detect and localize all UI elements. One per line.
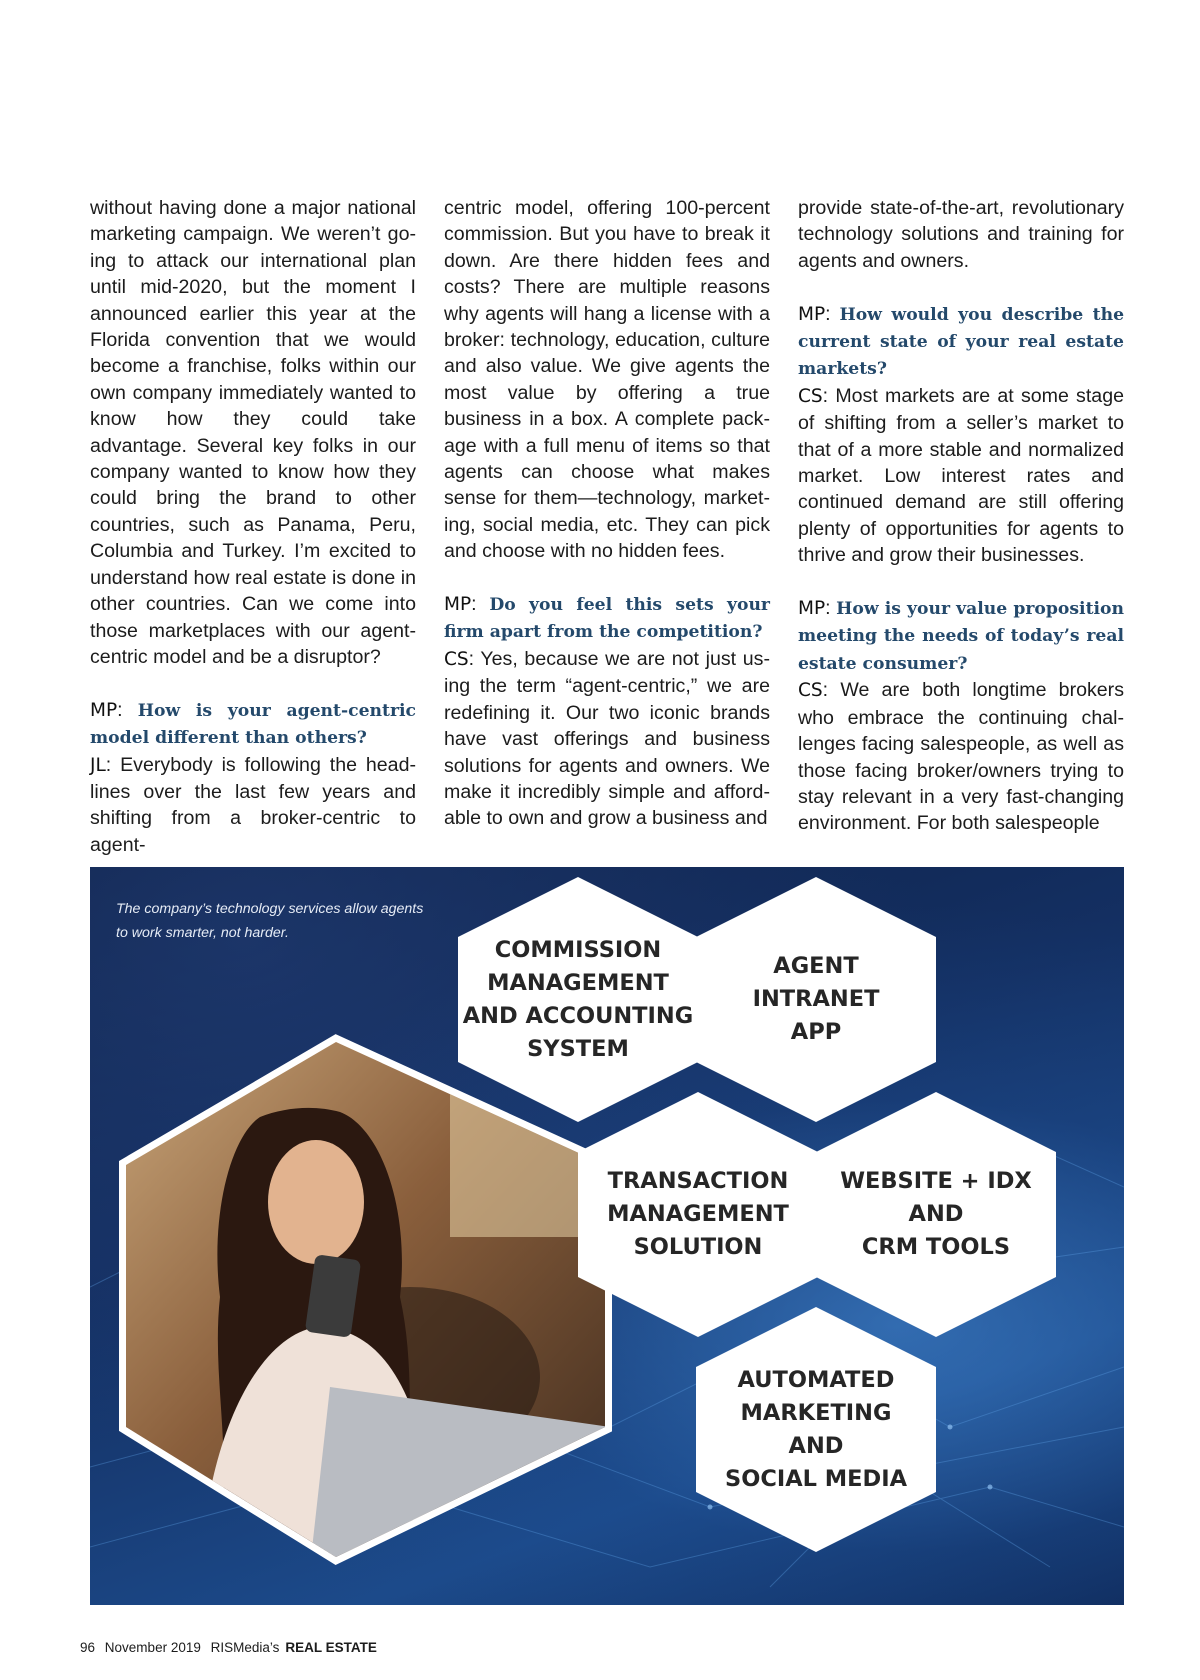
paragraph: centric model, offering 100-percent commission. But you have to break it down. Are there hidden fees and costs? There are multiple reasons why agents will hang a license with a broker: technology, education, culture and also value. We give agents the most value by offering a true business in a box. A complete package with a full menu of items so that agents can choose what makes sense for them—technology, marketing, social media, etc. They can pick and choose with no hidden fees. [444,197,770,563]
publication-name: RISMedia’s [210,1640,280,1655]
question: MP: Do you feel this sets your firm apart from the competition? [444,593,770,643]
speaker-initials: MP [798,598,826,620]
page-footer [80,1640,383,1655]
answer-text: Most markets are at some stage of shifting from a seller’s market to that of a more stable and normalized market. Low interest rates and continued demand are still offering plenty of opportunities for agents to thrive and grow their businesses. [798,384,1124,567]
question-text: How is your agent-centric model different than others? [90,700,417,749]
paragraph: without having done a major national marketing campaign. We weren’t going to attack our international plan until mid-2020, but the moment I announced earlier this year at the Florida convention that we would become a franchise, folks within our own company immediately wanted to know how they could take advantage. Several key folks in our company wanted to know how they could bring the brand to other countries, such as Panama, Peru, Columbia and Turkey. I’m excited to understand how real estate is done in other countries. Can we come into those marketplaces with our agent-centric model and be a disruptor? [90,197,416,668]
answer: CS: Yes, because we are not just using the term “agent-centric,” we are redefining it. Our two iconic brands have vast offerings and business solutions for agents and owners. We make it incredibly simple and affordable to own and grow a business and [444,647,770,830]
speaker-initials: CS [444,648,469,670]
hexagon-label-commission: COMMISSION MANAGEMENT AND ACCOUNTING SYSTEM [462,936,694,1062]
answer: CS: We are both longtime brokers who embrace the continuing challenges facing salespeople, as well as those facing broker/owners trying to stay relevant in a very fast-changing environment. For both salespeople [798,679,1125,835]
answer-text: We are both longtime brokers who embrace the continuing challenges facing salespeople, as well as those facing broker/owners trying to stay relevant in a very fast-changing environment. For both salespeople [798,679,1125,835]
speaker-initials: MP [444,594,472,616]
speaker-initials: JL [90,754,106,776]
feature-image [90,867,1124,1605]
woman-face [268,1140,364,1264]
issue-date: November 2019 [104,1640,201,1655]
answer-text: Everybody is following the headlines over the last few years and shifting from a broker-centric to agent- [90,753,416,856]
speaker-initials: MP [798,303,826,325]
question: MP: How would you describe the current state of your real estate markets? [798,302,1125,380]
speaker-initials: MP [90,699,118,721]
question-text: How is your value proposition meeting the needs of today’s real estate consumer? [798,599,1124,674]
question-text: Do you feel this sets your firm apart from the competition? [444,595,770,643]
image-caption: The company’s technology services allow agents to work smarter, not harder. [116,901,424,941]
hexagon-label-transaction: TRANSACTION MANAGEMENT SOLUTION [607,1168,789,1260]
answer: JL: Everybody is following the headlines over the last few years and shifting from a broker-centric to agent- [90,753,416,856]
speaker-initials: CS [798,680,823,702]
hexagon-label-marketing: AUTOMATED MARKETING AND SOCIAL MEDIA [724,1366,908,1492]
answer: CS: Most markets are at some stage of shifting from a seller’s market to that of a more stable and normalized market. Low interest rates and continued demand are still offering plenty of opportunities for agents to thrive and grow their businesses. [798,384,1124,567]
article-column-3 [798,195,1124,835]
article-column-1 [90,195,417,856]
question-text: How would you describe the current state of your real estate markets? [798,304,1125,380]
article-column-2 [444,195,770,835]
paragraph: provide state-of-the-art, revolutionary technology solutions and training for agents and owners. [798,197,1124,272]
hexagon-label-agent-intranet: AGENT INTRANET APP [752,953,880,1045]
hexagon-label-website: WEBSITE + IDX AND CRM TOOLS [840,1168,1032,1260]
photo-hexagon [120,1037,610,1567]
publication-title: REAL ESTATE [285,1640,377,1655]
question: MP: How is your value proposition meeting the needs of today’s real estate consumer? [798,597,1124,674]
article-body [90,195,1125,856]
answer-text: Yes, because we are not just using the term “agent-centric,” we are redefining it. Our two iconic brands have vast offerings and business solutions for agents and owners. We make it incredibly simple and affordable to own and grow a business and [444,647,770,830]
speaker-initials: CS [798,385,823,407]
page-number: 96 [80,1640,96,1655]
question: MP: How is your agent-centric model different than others? [90,698,417,749]
